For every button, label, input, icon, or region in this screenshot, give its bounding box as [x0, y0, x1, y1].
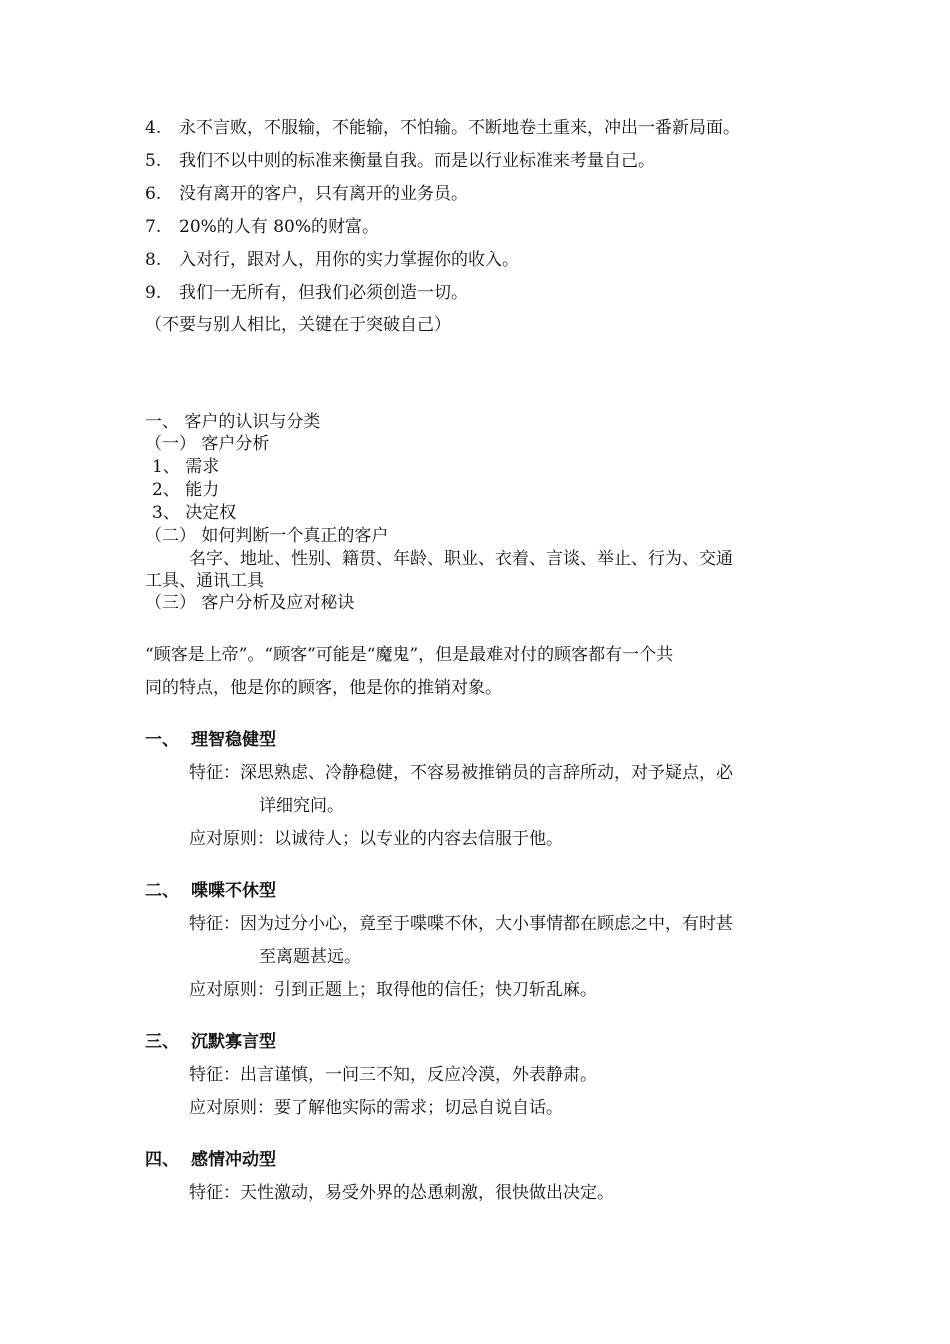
outline-sub-heading: （二） 如何判断一个真正的客户 — [145, 526, 389, 546]
principle-item — [145, 117, 740, 139]
principle-number: 4. — [145, 118, 162, 138]
type-feature: 特征：因为过分小心，竟至于喋喋不休，大小事情都在顾虑之中，有时甚 — [189, 914, 733, 934]
principle-item — [145, 183, 468, 205]
principle-text: 没有离开的客户，只有离开的业务员。 — [179, 184, 468, 204]
principle-text: 我们一无所有，但我们必须创造一切。 — [179, 283, 468, 303]
principle-item — [145, 249, 519, 271]
customer-type-heading — [145, 1149, 276, 1171]
type-response: 应对原则：以诚待人；以专业的内容去信服于他。 — [189, 829, 563, 849]
type-feature-continued: 详细究问。 — [259, 796, 344, 816]
type-feature: 特征：深思熟虑、冷静稳健，不容易被推销员的言辞所动，对予疑点，必 — [189, 763, 733, 783]
customer-type-heading — [145, 880, 276, 902]
principle-number: 5. — [145, 151, 162, 171]
type-title: 理智稳健型 — [191, 730, 276, 750]
type-title: 沉默寡言型 — [191, 1032, 276, 1052]
principles-note: （不要与别人相比，关键在于突破自己） — [145, 315, 451, 335]
principle-number: 8. — [145, 250, 162, 270]
type-title: 喋喋不休型 — [191, 881, 276, 901]
customer-type-heading — [145, 1031, 276, 1053]
principle-text: 我们不以中则的标准来衡量自我。而是以行业标准来考量自己。 — [179, 151, 655, 171]
type-number: 一、 — [145, 730, 179, 750]
principle-text: 入对行，跟对人，用你的实力掌握你的收入。 — [179, 250, 519, 270]
type-number: 三、 — [145, 1032, 179, 1052]
principle-item — [145, 282, 468, 304]
principle-text: 永不言败，不服输，不能输，不怕输。不断地卷土重来，冲出一番新局面。 — [179, 118, 740, 138]
intro-paragraph: “顾客是上帝”。“顾客”可能是“魔鬼”，但是最难对付的顾客都有一个共 — [145, 645, 674, 665]
outline-title: 一、 客户的认识与分类 — [145, 412, 321, 432]
outline-item: 3、 决定权 — [152, 503, 237, 523]
principle-item — [145, 216, 379, 238]
outline-sub-heading: （一） 客户分析 — [145, 434, 270, 454]
outline-body-text: 工具、通讯工具 — [145, 571, 264, 591]
outline-sub-heading: （三） 客户分析及应对秘诀 — [145, 593, 355, 613]
type-response: 应对原则：要了解他实际的需求；切忌自说自话。 — [189, 1098, 563, 1118]
outline-item: 1、 需求 — [152, 457, 220, 477]
principle-number: 9. — [145, 283, 162, 303]
principle-text: 20%的人有 80%的财富。 — [179, 217, 379, 237]
type-number: 二、 — [145, 881, 179, 901]
customer-type-heading — [145, 729, 276, 751]
type-feature-continued: 至离题甚远。 — [259, 947, 361, 967]
type-title: 感情冲动型 — [191, 1150, 276, 1170]
type-number: 四、 — [145, 1150, 179, 1170]
outline-item: 2、 能力 — [152, 480, 220, 500]
intro-paragraph: 同的特点，他是你的顾客，他是你的推销对象。 — [145, 678, 502, 698]
type-feature: 特征：出言谨慎，一问三不知，反应冷漠，外表静肃。 — [189, 1065, 597, 1085]
principle-number: 6. — [145, 184, 162, 204]
type-feature: 特征：天性激动，易受外界的怂恿刺激，很快做出决定。 — [189, 1183, 614, 1203]
principle-number: 7. — [145, 217, 162, 237]
principle-item — [145, 150, 655, 172]
outline-body-text: 名字、地址、性别、籍贯、年龄、职业、衣着、言谈、举止、行为、交通 — [189, 549, 733, 569]
type-response: 应对原则：引到正题上；取得他的信任；快刀斩乱麻。 — [189, 980, 597, 1000]
